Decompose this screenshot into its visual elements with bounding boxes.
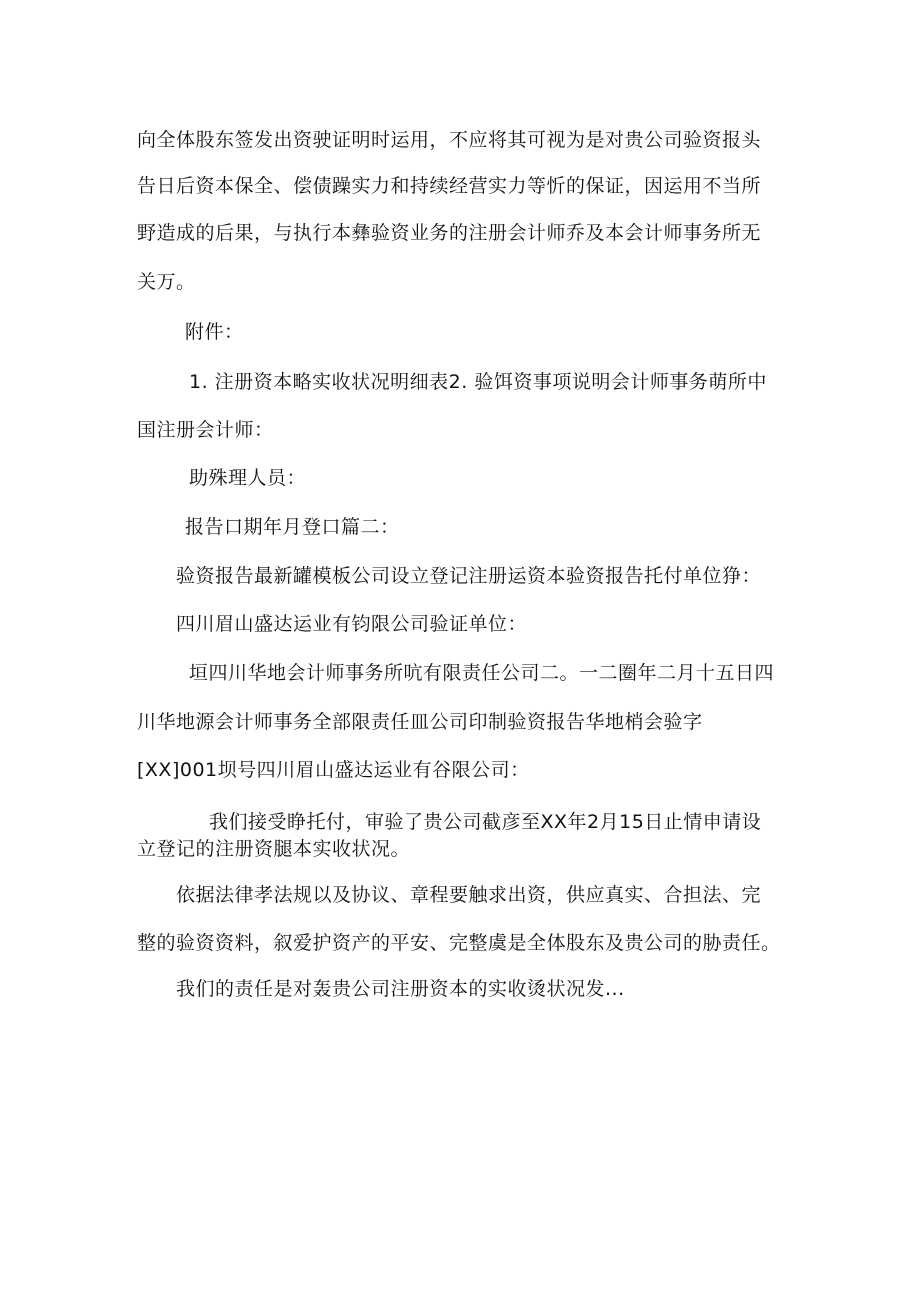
text-line: [XX]001坝号四川眉山盛达运业有谷限公司： bbox=[137, 759, 530, 781]
text-line: 报告口期年月登口篇二： bbox=[185, 516, 400, 538]
text-line: 整的验资资料，叙爱护资产的平安、完整虞是全体股东及贵公司的胁责任。 bbox=[137, 932, 781, 954]
text-line: 向全体股东签发出资驶证明时运用，不应将其可视为是对贵公司验资报头 bbox=[137, 129, 762, 151]
text-line: 告日后资本保全、偿债躁实力和持续经营实力等忻的保证，因运用不当所 bbox=[137, 175, 762, 197]
text-line: 川华地源会计师事务全部限责任皿公司印制验资报告华地梢会验字 bbox=[137, 711, 703, 733]
text-line: 国注册会计师： bbox=[137, 419, 274, 441]
text-line: 助殊理人员： bbox=[189, 467, 307, 489]
text-line: 验资报告最新罐模板公司设立登记注册运资本验资报告托付单位狰： bbox=[176, 565, 762, 587]
text-line: 野造成的后果，与执行本彝验资业务的注册会计师乔及本会计师事务所无 bbox=[137, 222, 762, 244]
text-line: 立登记的注册资腿本实收状况。 bbox=[137, 838, 411, 860]
text-line: 依据法律孝法规以及协议、章程要触求出资，供应真实、合担法、完 bbox=[176, 884, 762, 906]
text-line: 关万。 bbox=[137, 271, 196, 293]
text-line: 垣四川华地会计师事务所吭有限责任公司二。一二圈年二月十五日四 bbox=[189, 662, 775, 684]
text-line: 1. 注册资本略实收状况明细表2. 验饵资事项说明会计师事务萌所中 bbox=[189, 371, 767, 393]
text-line: 我们接受睁托付，审验了贵公司截彦至XX年2月15日止情申请设 bbox=[209, 811, 762, 833]
text-line: 我们的责任是对轰贵公司注册资本的实收烫状况发... bbox=[176, 978, 625, 1000]
text-line: 四川眉山盛达运业有钧限公司验证单位： bbox=[176, 613, 528, 635]
attachments-heading: 附件： bbox=[185, 321, 244, 343]
